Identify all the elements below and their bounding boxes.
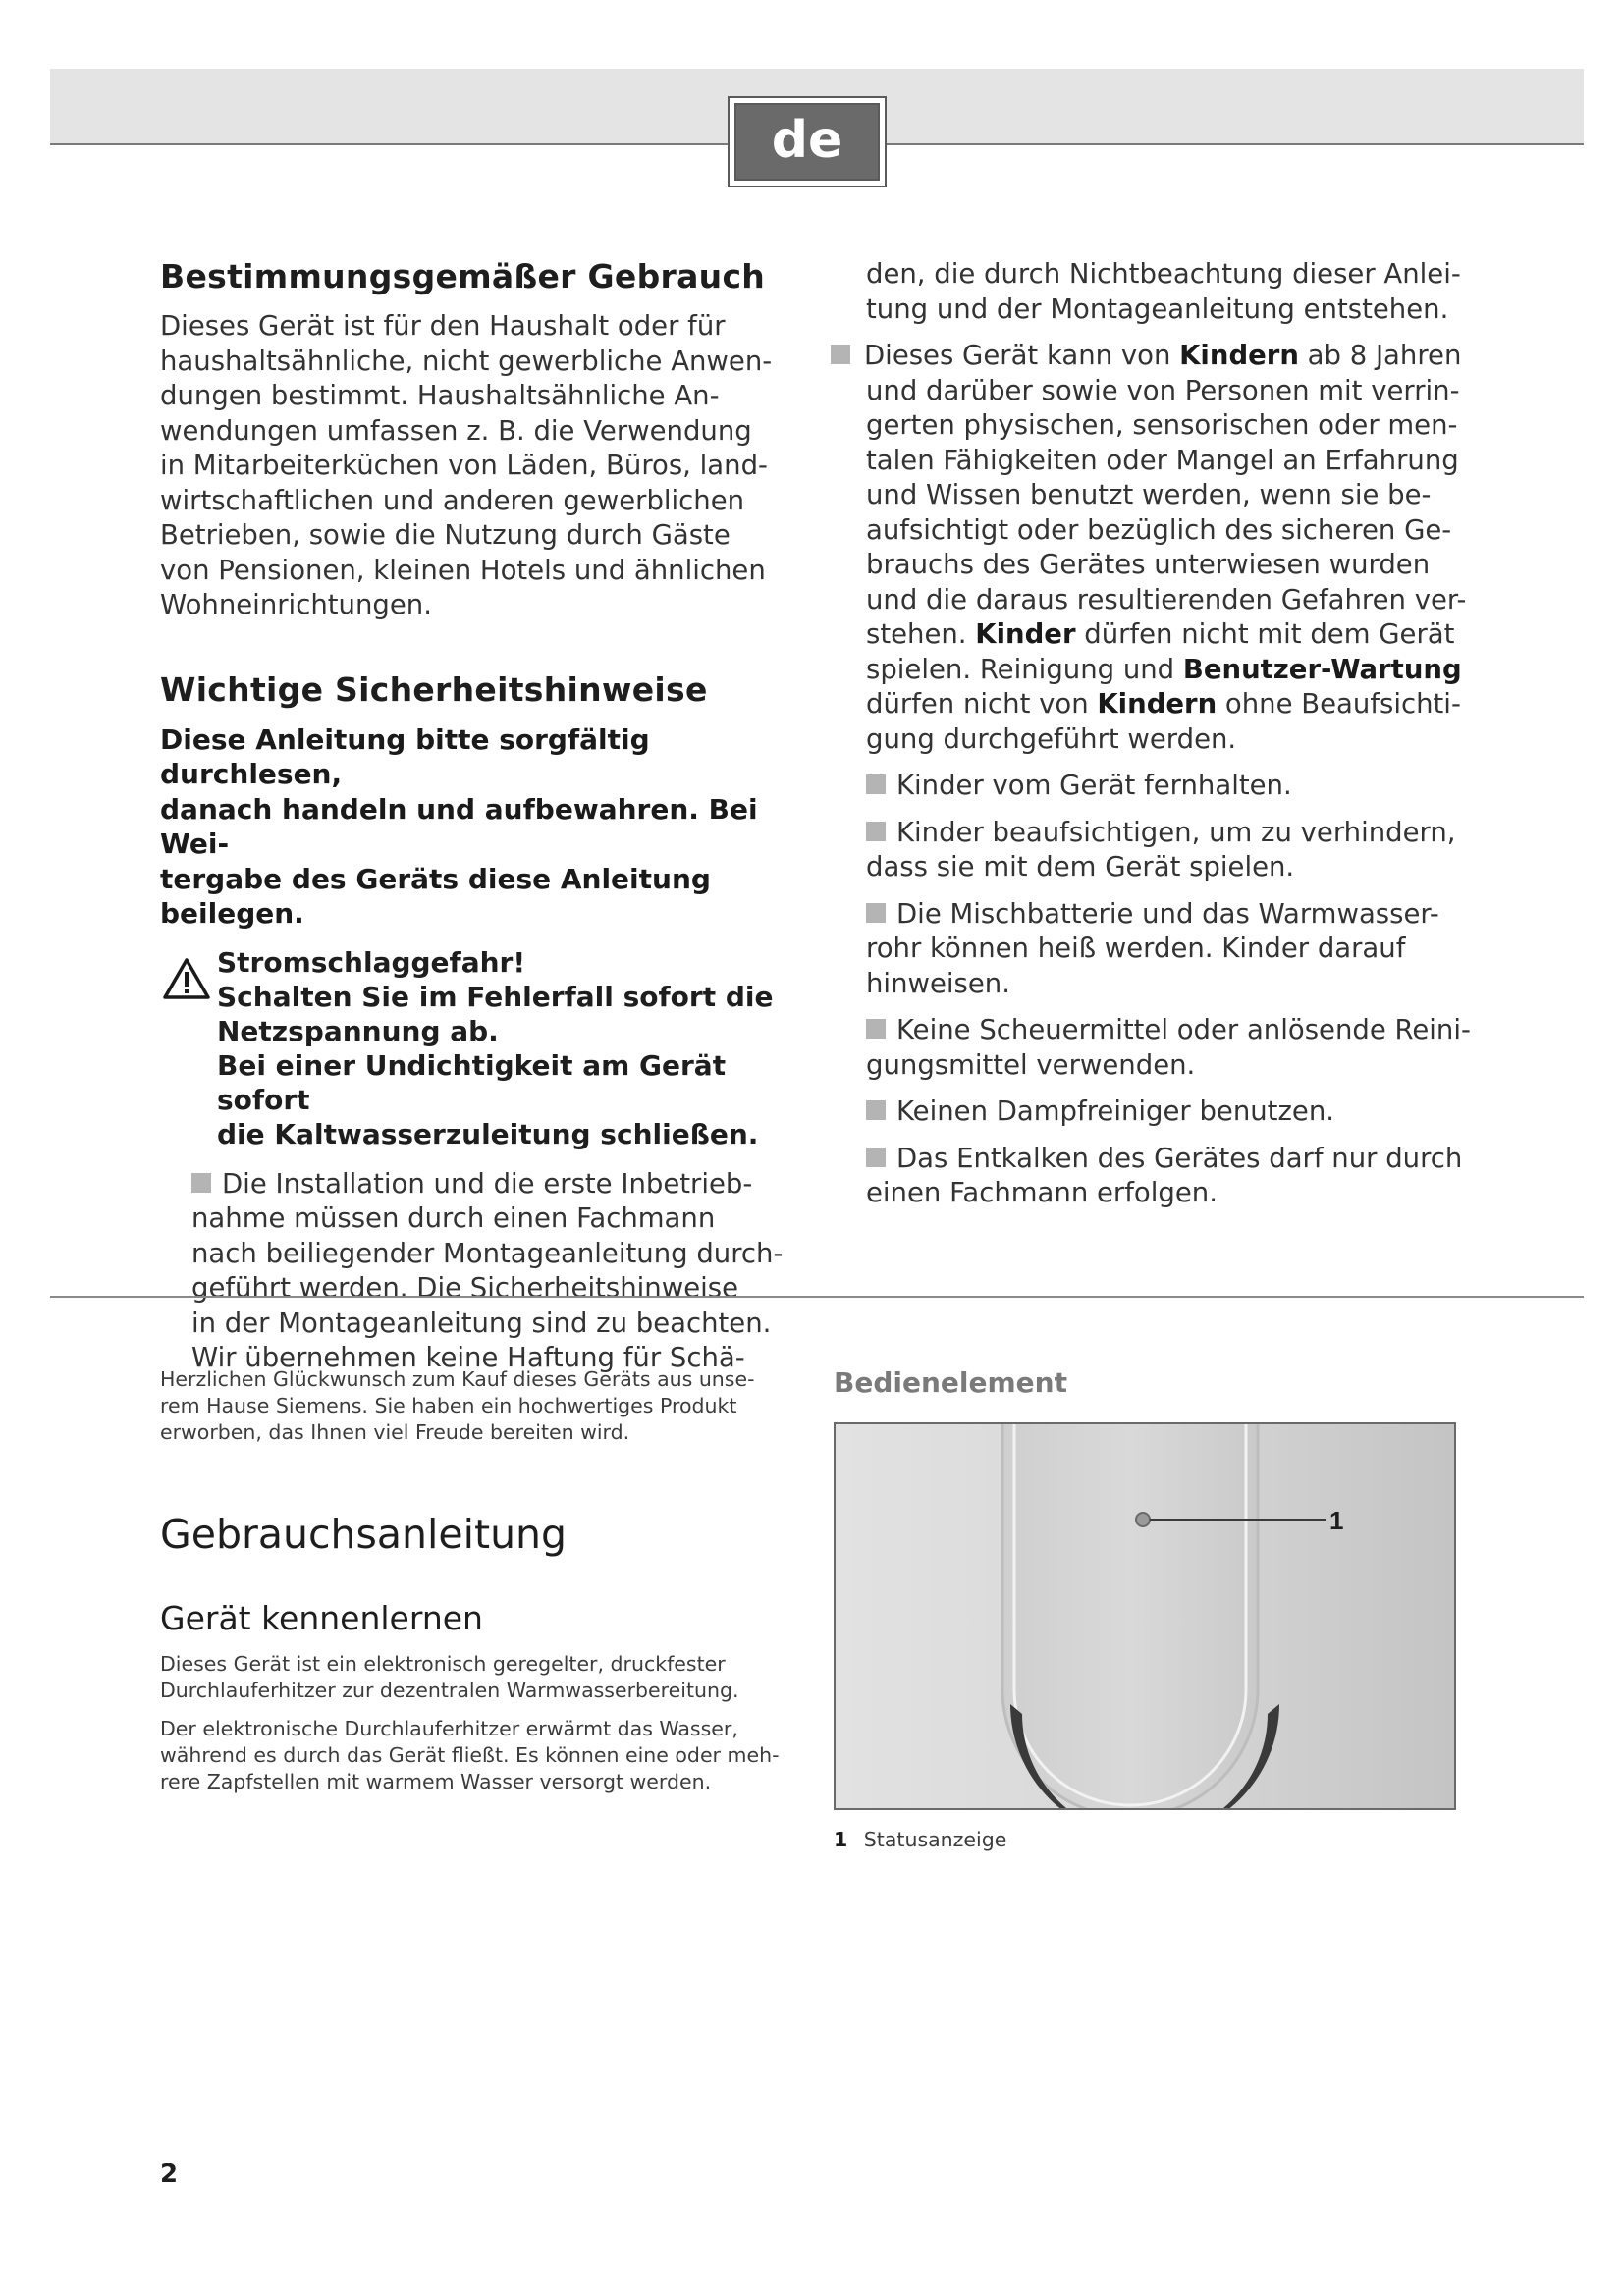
safety-intro (160, 722, 798, 932)
text-line: tergabe des Geräts diese Anleitung beilegen. (160, 862, 711, 930)
text-line: Dieses Gerät ist für den Haushalt oder für (160, 310, 726, 342)
text-span-bold: Kinder (975, 618, 1076, 650)
text-line: und die daraus resultierenden Gefahren ver- (866, 583, 1467, 615)
device-description (160, 1651, 798, 1704)
installation-item (191, 1167, 798, 1376)
text-line (866, 687, 1538, 722)
list-item (866, 1013, 1538, 1083)
heading-safety: Wichtige Sicherheitshinweise (160, 669, 708, 709)
text-line: gungsmittel verwenden. (866, 1048, 1196, 1081)
text-line: Das Entkalken des Gerätes darf nur durch (896, 1142, 1463, 1174)
text-span: dürfen nicht mit dem Gerät (1075, 618, 1455, 650)
bullet-square-icon (831, 345, 850, 364)
text-span: dürfen nicht von (866, 688, 1098, 720)
text-span: stehen. (866, 618, 976, 650)
text-line: rohr können heiß werden. Kinder darauf (866, 933, 1406, 964)
text-line: Die Mischbatterie und das Warmwasser- (896, 897, 1439, 930)
text-line: dass sie mit dem Gerät spielen. (866, 851, 1295, 882)
congratulations-text (160, 1366, 798, 1446)
text-span: ab 8 Jahren (1298, 340, 1462, 371)
text-line: während es durch das Gerät fließt. Es können eine oder meh- (160, 1743, 780, 1767)
bullet-square-icon (866, 903, 886, 923)
text-line: Der elektronische Durchlauferhitzer erwärmt das Wasser, (160, 1717, 738, 1740)
intended-use-text (160, 309, 798, 623)
warning-triangle-icon (162, 957, 211, 1000)
list-item (866, 769, 1538, 804)
page-number: 2 (160, 2160, 179, 2189)
warning-title: Stromschlaggefahr! (217, 945, 526, 979)
text-span-bold: Kindern (1097, 688, 1218, 720)
list-item (866, 1095, 1538, 1130)
heading-get-to-know: Gerät kennenlernen (160, 1599, 483, 1637)
text-line: von Pensionen, kleinen Hotels und ähnlichen (160, 554, 766, 586)
right-top-column (831, 257, 1538, 1211)
text-line: gerten physischen, sensorischen oder men- (866, 409, 1458, 441)
text-line: Dieses Gerät ist ein elektronisch geregelter, druckfester (160, 1652, 726, 1676)
bullet-square-icon (866, 1100, 886, 1120)
bullet-square-icon (866, 1148, 886, 1167)
text-line (866, 617, 1538, 653)
left-top-column (160, 257, 798, 1376)
text-line: tung und der Montageanleitung entstehen. (866, 293, 1449, 325)
text-line: Bei einer Undichtigkeit am Gerät sofort (217, 1048, 727, 1116)
text-line: Wir übernehmen keine Haftung für Schä- (191, 1342, 745, 1373)
text-line: rem Hause Siemens. Sie haben ein hochwertiges Produkt (160, 1394, 737, 1417)
text-line (866, 653, 1538, 688)
legend-number: 1 (834, 1828, 848, 1851)
text-line: in der Montageanleitung sind zu beachten. (191, 1307, 772, 1339)
text-span-bold: Benutzer-Wartung (1182, 653, 1462, 685)
text-line: den, die durch Nichtbeachtung dieser Anlei- (866, 258, 1461, 290)
text-line: Wohneinrichtungen. (160, 589, 432, 620)
left-bottom-column (160, 1366, 798, 1795)
text-line: danach handeln und aufbewahren. Bei Wei- (160, 792, 758, 860)
figure-title: Bedienelement (834, 1366, 1067, 1399)
bullet-square-icon (866, 774, 886, 794)
control-panel-illustration (836, 1424, 1454, 1808)
text-line: die Kaltwasserzuleitung schließen. (217, 1117, 759, 1150)
language-tab (728, 96, 887, 187)
heading-intended-use: Bestimmungsgemäßer Gebrauch (160, 257, 766, 295)
text-line: Kinder vom Gerät fernhalten. (896, 770, 1292, 801)
text-span-bold: Kindern (1179, 340, 1299, 371)
text-line: Schalten Sie im Fehlerfall sofort die (217, 980, 774, 1013)
children-safety-item (831, 339, 1538, 757)
text-span: Dieses Gerät kann von (864, 340, 1180, 371)
text-line: Durchlauferhitzer zur dezentralen Warmwasserbereitung. (160, 1679, 739, 1702)
text-line: brauchs des Gerätes unterwiesen wurden (866, 549, 1431, 580)
legend-label: Statusanzeige (863, 1828, 1007, 1851)
text-line: Betrieben, sowie die Nutzung durch Gäste (160, 519, 731, 551)
language-code: de (734, 103, 880, 181)
text-line: talen Fähigkeiten oder Mangel an Erfahrung (866, 444, 1459, 476)
bullet-square-icon (866, 822, 886, 841)
text-line: rere Zapfstellen mit warmem Wasser versorgt werden. (160, 1770, 712, 1793)
text-line: hinweisen. (866, 967, 1010, 999)
text-line: haushaltsähnliche, nicht gewerbliche Anwen- (160, 345, 773, 377)
safety-bullet-list (831, 769, 1538, 1211)
list-item (866, 897, 1538, 1002)
figure-legend (834, 1828, 1006, 1851)
text-line: dungen bestimmt. Haushaltsähnliche An- (160, 380, 720, 411)
text-line: Keinen Dampfreiniger benutzen. (896, 1095, 1334, 1127)
page-title: Gebrauchsanleitung (160, 1511, 568, 1558)
text-line: Diese Anleitung bitte sorgfältig durchlesen, (160, 722, 650, 790)
electric-shock-warning (160, 945, 798, 1151)
text-line: und Wissen benutzt werden, wenn sie be- (866, 479, 1432, 510)
text-line: und darüber sowie von Personen mit verrin- (866, 374, 1460, 406)
control-panel-figure (834, 1422, 1456, 1810)
text-line: geführt werden. Die Sicherheitshinweise (191, 1272, 739, 1304)
text-line: einen Fachmann erfolgen. (866, 1177, 1218, 1208)
bullet-square-icon (191, 1173, 211, 1193)
text-line: aufsichtigt oder bezüglich des sicheren Ge- (866, 513, 1452, 546)
callout-number: 1 (1329, 1506, 1344, 1535)
text-span: spielen. Reinigung und (866, 653, 1183, 685)
text-line: Die Installation und die erste Inbetrieb- (222, 1167, 753, 1200)
list-item (866, 1142, 1538, 1211)
section-divider (50, 1296, 1584, 1298)
text-line: Keine Scheuermittel oder anlösende Reini- (896, 1014, 1471, 1045)
bullet-square-icon (866, 1019, 886, 1039)
text-line: nach beiliegender Montageanleitung durch- (191, 1237, 784, 1269)
continued-text (831, 257, 1538, 327)
text-span: ohne Beaufsichti- (1217, 688, 1461, 720)
status-led-icon (1136, 1513, 1150, 1526)
heater-description (160, 1716, 798, 1795)
text-line: Kinder beaufsichtigen, um zu verhindern, (896, 816, 1456, 848)
text-line: gung durchgeführt werden. (866, 722, 1237, 755)
text-line: in Mitarbeiterküchen von Läden, Büros, land- (160, 450, 768, 481)
text-line: Herzlichen Glückwunsch zum Kauf dieses Geräts aus unse- (160, 1367, 755, 1391)
text-line: erworben, das Ihnen viel Freude bereiten wird. (160, 1420, 630, 1444)
text-line: wirtschaftlichen und anderen gewerblichen (160, 484, 745, 516)
text-line: wendungen umfassen z. B. die Verwendung (160, 414, 752, 447)
text-line: Netzspannung ab. (217, 1014, 499, 1047)
text-line: nahme müssen durch einen Fachmann (191, 1202, 716, 1234)
list-item (866, 816, 1538, 885)
